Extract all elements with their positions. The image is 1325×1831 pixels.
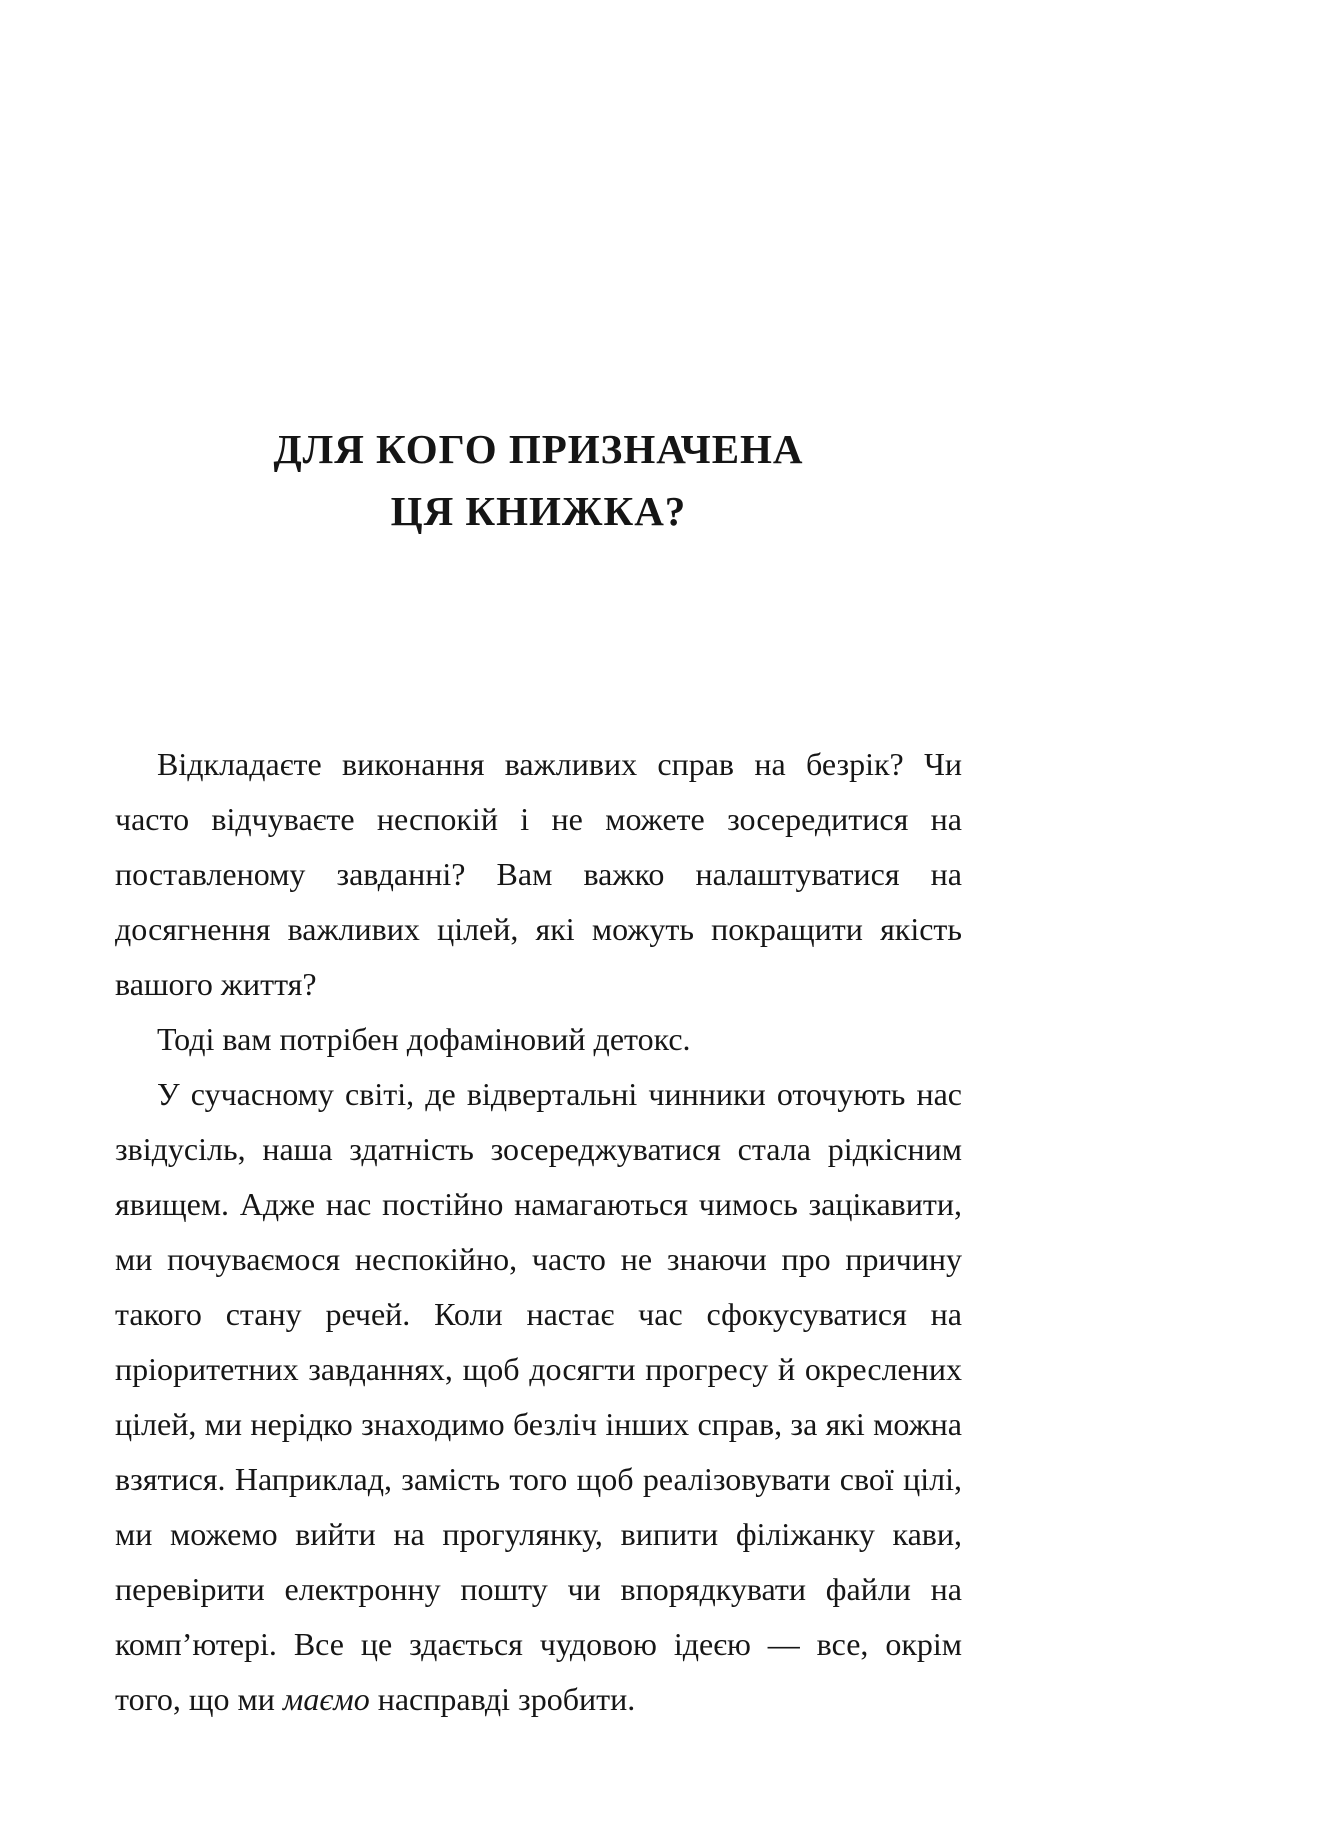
chapter-title: [115, 418, 962, 542]
paragraph-modern-world: [115, 1067, 962, 1727]
chapter-title-line-1: ДЛЯ КОГО ПРИЗНАЧЕНА: [273, 426, 804, 472]
chapter-title-line-2: ЦЯ КНИЖКА?: [390, 488, 687, 534]
chapter-body: [115, 737, 962, 1727]
paragraph-detox-statement: Тоді вам потрібен дофаміновий детокс.: [157, 1021, 691, 1057]
paragraph-modern-world-text: У сучасному світі, де відвертальні чинники оточують нас звідусіль, наша здатність зосереджуватися стала рідкісним явищем. Адже нас постійно намагаються чимось зацікавити, ми почуваємося неспокійно, часто не знаючи про причину такого стану речей. Коли настає час сфокусуватися на пріоритетних завданнях, щоб досягти прогресу й окреслених цілей, ми нерідко знаходимо безліч інших справ, за які можна взятися. Наприклад, замість того щоб реалізовувати свої цілі, ми можемо вийти на прогулянку, випити філіжанку кави, перевірити електронну пошту чи впорядкувати файли на комп’ютері. Все це здається чудовою ідеєю — все, окрім того, що ми: [115, 1076, 962, 1717]
paragraph-modern-world-italic-word: маємо: [282, 1681, 370, 1717]
paragraph-modern-world-text-end: насправді зробити.: [369, 1681, 636, 1717]
paragraph-intro-questions: Відкладаєте виконання важливих справ на безрік? Чи часто відчуваєте неспокій і не можете зосередитися на поставленому завданні? Вам важко налаштуватися на досягнення важливих цілей, які можуть покращити якість вашого життя?: [115, 746, 962, 1002]
